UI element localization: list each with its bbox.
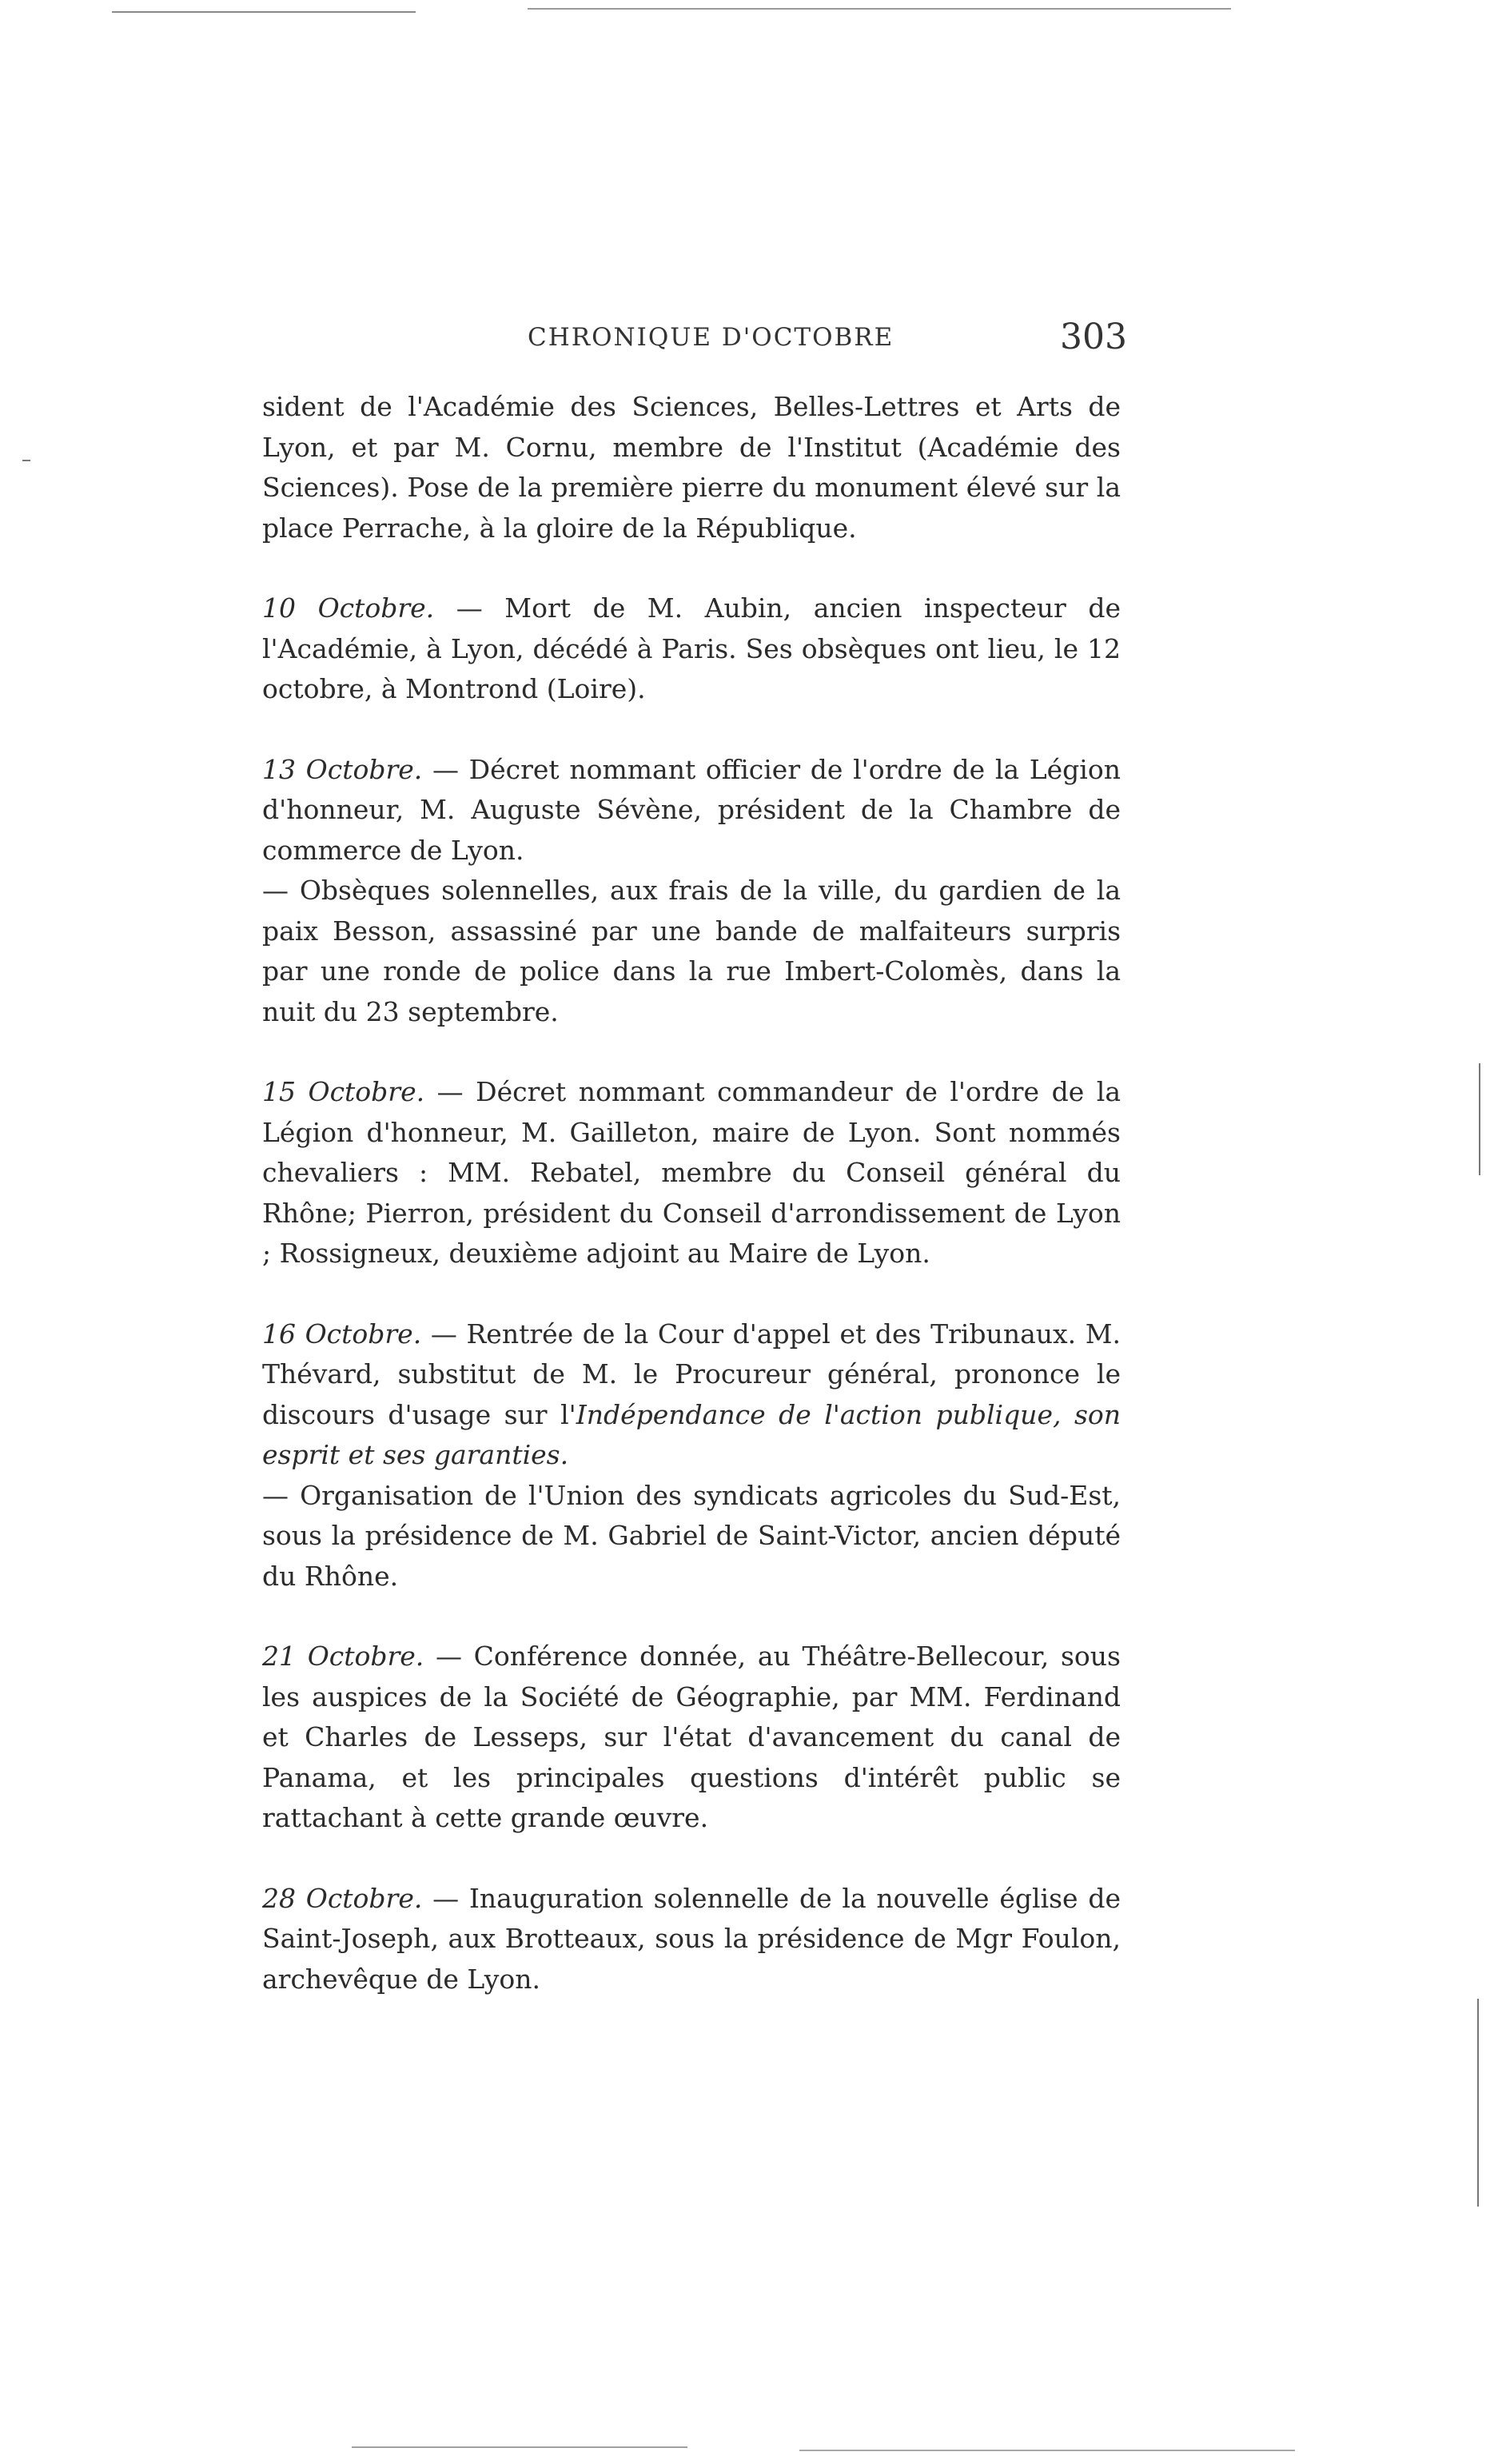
margin-mark-left: [22, 460, 30, 461]
page-header: [264, 317, 1127, 371]
chronicle-body: [262, 387, 1121, 2000]
entry-21-octobre: [262, 1637, 1121, 1839]
entry-date: 13 Octobre.: [262, 753, 423, 785]
scan-edge-line-bottom: [352, 2446, 687, 2448]
scan-edge-line-top: [112, 11, 416, 13]
scan-edge-line-bottom-right: [799, 2450, 1295, 2451]
entry-date: 21 Octobre.: [262, 1641, 424, 1672]
intro-text: sident de l'Académie des Sciences, Belles-Lettres et Arts de Lyon, et par M. Cornu, membre de l'Institut (Académie des Sciences). Pose de la première pierre du monument élevé sur la place Perrache, à la gloire de la République.: [262, 391, 1121, 544]
entry-text: — Mort de M. Aubin, ancien inspecteur de l'Académie, à Lyon, décédé à Paris. Ses obsèques ont lieu, le 12 octobre, à Montrond (Loire).: [262, 592, 1121, 704]
page-number: 303: [1060, 317, 1127, 357]
entry-10-octobre: [262, 588, 1121, 710]
entry-date: 16 Octobre.: [262, 1318, 422, 1350]
entry-extra-text: — Organisation de l'Union des syndicats agricoles du Sud-Est, sous la présidence de M. Gabriel de Saint-Victor, ancien député du Rhône.: [262, 1479, 1121, 1592]
entry-text: — Décret nommant officier de l'ordre de la Légion d'honneur, M. Auguste Sévène, président de la Chambre de commerce de Lyon.: [262, 753, 1121, 866]
scan-edge-line-top-right: [528, 8, 1231, 10]
entry-date: 15 Octobre.: [262, 1076, 425, 1107]
entry-date: 10 Octobre.: [262, 592, 435, 624]
entry-text: — Conférence donnée, au Théâtre-Bellecour, sous les auspices de la Société de Géographie, par MM. Ferdinand et Charles de Lesseps, sur l'état d'avancement du canal de Panama, et les principales questions d'intérêt public se rattachant à cette grande œuvre.: [262, 1641, 1121, 1833]
entry-28-octobre: [262, 1879, 1121, 2000]
discourse-title: Indépendance de l'action publique, son esprit et ses garanties.: [262, 1398, 1122, 1470]
entry-13-octobre-continuation: [262, 871, 1121, 1032]
entry-16-octobre-continuation: [262, 1476, 1121, 1597]
margin-mark-right-lower: [1477, 1999, 1479, 2207]
running-title: CHRONIQUE D'OCTOBRE: [528, 323, 894, 352]
entry-date: 28 Octobre.: [262, 1882, 423, 1914]
margin-mark-right: [1479, 1063, 1480, 1175]
entry-extra-text: — Obsèques solennelles, aux frais de la ville, du gardien de la paix Besson, assassiné par une bande de malfaiteurs surpris par une ronde de police dans la rue Imbert-Colomès, dans la nuit du 23 septembre.: [262, 875, 1121, 1027]
entry-text: — Inauguration solennelle de la nouvelle église de Saint-Joseph, aux Brotteaux, sous la présidence de Mgr Foulon, archevêque de Lyon.: [262, 1882, 1122, 1995]
entry-15-octobre: [262, 1072, 1121, 1274]
entry-16-octobre: [262, 1314, 1121, 1476]
intro-paragraph: [262, 387, 1121, 548]
entry-text: — Décret nommant commandeur de l'ordre de la Légion d'honneur, M. Gailleton, maire de Lyon. Sont nommés chevaliers : MM. Rebatel, membre du Conseil général du Rhône; Pierron, président du Conseil d'arrondissement de Lyon ; Rossigneux, deuxième adjoint au Maire de Lyon.: [262, 1076, 1121, 1269]
entry-13-octobre: [262, 750, 1121, 871]
entry-text: — Rentrée de la Cour d'appel et des Tribunaux. M. Thévard, substitut de M. le Procureur général, prononce le discours d'usage sur l': [262, 1318, 1121, 1430]
